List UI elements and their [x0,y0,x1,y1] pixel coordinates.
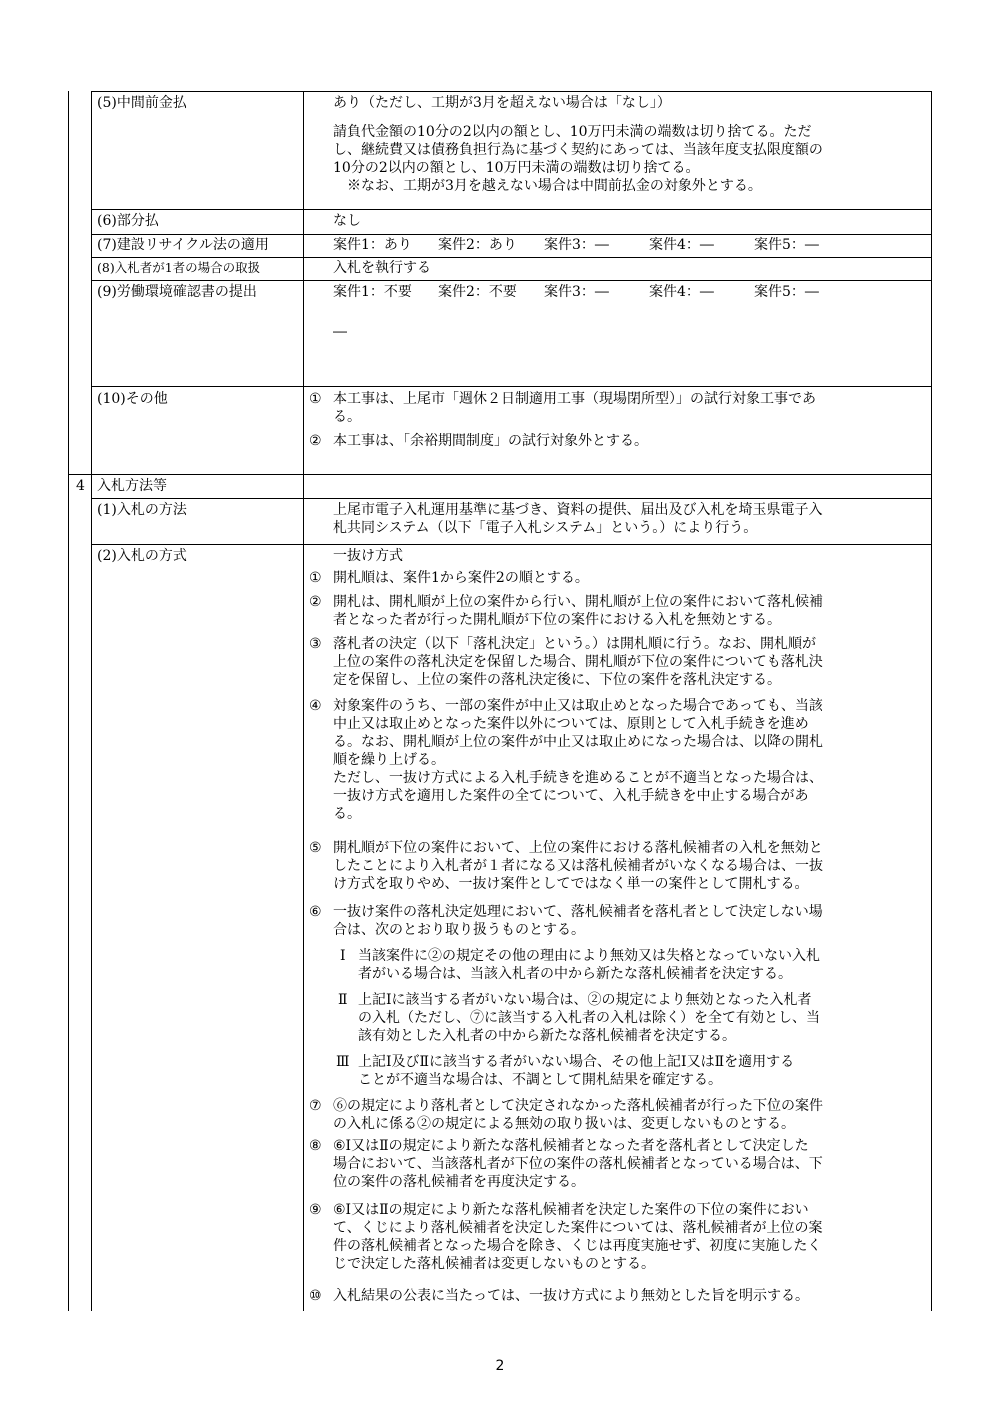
s4-subitem-line: ことが不適当な場合は、不調として開札結果を確定する。 [358,1072,722,1088]
row9-item: 案件3：― [544,284,609,300]
s4-item-number: ② [309,594,322,610]
row-divider [91,280,932,281]
s4-row1-line: 上尾市電子入札運用基準に基づき、資料の提供、届出及び入札を埼玉県電子入 [333,502,823,518]
s4-row2-intro: 一抜け方式 [333,548,403,564]
s4-item-line: ⑥の規定により落札者として決定されなかった落札候補者が行った下位の案件 [333,1098,823,1114]
row10-item-number: ① [309,391,322,407]
s4-subitem-line: 上記Ⅰに該当する者がいない場合は、②の規定により無効となった入札者 [358,992,812,1008]
s4-subitem-line: 者がいる場合は、当該入札者の中から新たな落札候補者を決定する。 [358,966,792,982]
row7-item: 案件1：あり [333,237,412,253]
s4-item-line: 対象案件のうち、一部の案件が中止又は取止めとなった場合であっても、当該 [333,698,823,714]
s4-item-line: 上位の案件の落札決定を保留した場合、開札順が下位の案件についても落札決 [333,654,823,670]
row10-label: (10)その他 [97,391,168,407]
s4-item-number: ⑥ [309,904,322,920]
s4-item-line: 開札順は、案件1から案件2の順とする。 [333,570,589,586]
s4-row1-label: (1)入札の方法 [97,502,187,518]
s4-item-number: ③ [309,636,322,652]
s4-item-line: る。 [333,806,361,822]
row9-item: 案件1：不要 [333,284,412,300]
row9-item: 案件4：― [649,284,714,300]
s4-row2-label: (2)入札の方式 [97,548,187,564]
s4-row1-line: 札共同システム（以下「電子入札システム」という。）により行う。 [333,520,758,536]
row-divider [91,234,932,235]
row9-item: 案件2：不要 [438,284,517,300]
s4-item-line: 順を繰り上げる。 [333,752,445,768]
s4-item-line: る。なお、開札順が上位の案件が中止又は取止めになった場合は、以降の開札 [333,734,823,750]
s4-item-line: 開札は、開札順が上位の案件から行い、開札順が上位の案件において落札候補 [333,594,823,610]
section4-title: 入札方法等 [97,478,167,494]
s4-item-number: ⑨ [309,1202,322,1218]
row-divider [91,498,932,499]
row5-para-line: 請負代金額の10分の2以内の額とし、10万円未満の端数は切り捨てる。ただ [333,124,812,140]
row10-item-line: る。 [333,409,361,425]
page-number: 2 [495,1358,505,1374]
s4-item-line: したことにより入札者が１者になる又は落札候補者がいなくなる場合は、一抜 [333,858,823,874]
s4-item-line: の入札に係る②の規定による無効の取り扱いは、変更しないものとする。 [333,1116,795,1132]
row-divider [91,91,932,92]
row-divider [91,544,932,545]
s4-item-number: ④ [309,698,322,714]
row7-item: 案件4：― [649,237,714,253]
s4-item-line: ただし、一抜け方式による入札手続きを進めることが不適当となった場合は、 [333,770,823,786]
s4-item-number: ① [309,570,322,586]
row5-label: (5)中間前金払 [97,95,187,111]
row9-extra: ― [333,324,347,340]
row7-item: 案件2：あり [438,237,517,253]
s4-item-number: ⑦ [309,1098,322,1114]
s4-item-line: 落札者の決定（以下「落札決定」という。）は開札順に行う。なお、開札順が [333,636,816,652]
s4-item-number: ⑧ [309,1138,322,1154]
row-divider [91,257,932,258]
s4-subitem-line: 該有効とした入札者の中から新たな落札候補者を決定する。 [358,1028,736,1044]
s4-item-line: ⑥Ⅰ又はⅡの規定により新たな落札候補者となった者を落札者として決定した [333,1138,809,1154]
label-column-divider [303,91,304,1311]
s4-item-line: ⑥Ⅰ又はⅡの規定により新たな落札候補者を決定した案件の下位の案件におい [333,1202,809,1218]
s4-subitem-number: Ⅰ [340,948,346,964]
s4-item-number: ⑤ [309,840,322,856]
section-divider [68,474,932,475]
row8-label: (8)入札者が1者の場合の取扱 [97,260,261,275]
s4-subitem-line: の入札（ただし、⑦に該当する入札者の入札は除く）を全て有効とし、当 [358,1010,820,1026]
s4-item-line: 定を保留し、上位の案件の落札決定後に、下位の案件を落札決定する。 [333,672,781,688]
s4-subitem-line: 当該案件に②の規定その他の理由により無効又は失格となっていない入札 [358,948,820,964]
s4-item-line: じで決定した落札候補者は変更しないものとする。 [333,1256,655,1272]
s4-item-line: 位の案件の落札候補者を再度決定する。 [333,1174,585,1190]
s4-subitem-line: 上記Ⅰ及びⅡに該当する者がいない場合、その他上記Ⅰ又はⅡを適用する [358,1054,795,1070]
row7-item: 案件5：― [754,237,819,253]
row6-value: なし [333,213,361,229]
s4-subitem-number: Ⅲ [336,1054,350,1070]
row7-label: (7)建設リサイクル法の適用 [97,237,269,253]
row9-label: (9)労働環境確認書の提出 [97,284,257,300]
s4-item-number: ⑩ [309,1288,322,1304]
s4-subitem-number: Ⅱ [338,992,348,1008]
row6-label: (6)部分払 [97,213,159,229]
row5-para-line: 10分の2以内の額とし、10万円未満の端数は切り捨てる。 [333,160,700,176]
row9-item: 案件5：― [754,284,819,300]
row10-item-line: 本工事は、「余裕期間制度」の試行対象外とする。 [333,433,648,449]
row8-value: 入札を執行する [333,260,431,276]
s4-item-line: 者となった者が行った開札順が下位の案件における入札を無効とする。 [333,612,781,628]
row5-para-line: ※なお、工期が3月を越えない場合は中間前払金の対象外とする。 [347,178,762,194]
row5-line1: あり（ただし、工期が3月を超えない場合は「なし」） [333,95,671,111]
row-divider [91,209,932,210]
s4-item-line: 中止又は取止めとなった案件以外については、原則として入札手続きを進め [333,716,809,732]
row7-item: 案件3：― [544,237,609,253]
table-left-border [68,91,69,1311]
s4-item-line: て、くじにより落札候補者を決定した案件については、落札候補者が上位の案 [333,1220,823,1236]
s4-item-line: 開札順が下位の案件において、上位の案件における落札候補者の入札を無効と [333,840,823,856]
s4-item-line: け方式を取りやめ、一抜け案件としてではなく単一の案件として開札する。 [333,876,809,892]
s4-item-line: 一抜け案件の落札決定処理において、落札候補者を落札者として決定しない場 [333,904,823,920]
s4-item-line: 一抜け方式を適用した案件の全てについて、入札手続きを中止する場合があ [333,788,809,804]
row5-para-line: し、継続費又は債務負担行為に基づく契約にあっては、当該年度支払限度額の [333,142,823,158]
section4-number-divider [91,91,92,1311]
row10-item-line: 本工事は、上尾市「週休２日制適用工事（現場閉所型）」の試行対象工事であ [333,391,816,407]
s4-item-line: 入札結果の公表に当たっては、一抜け方式により無効とした旨を明示する。 [333,1288,809,1304]
section4-number: 4 [76,478,85,494]
s4-item-line: 場合において、当該落札者が下位の案件の落札候補者となっている場合は、下 [333,1156,823,1172]
s4-item-line: 件の落札候補者となった場合を除き、くじは再度実施せず、初度に実施したく [333,1238,822,1254]
row10-item-number: ② [309,433,322,449]
s4-item-line: 合は、次のとおり取り扱うものとする。 [333,922,585,938]
table-right-border [931,91,932,1311]
row-divider [91,386,932,387]
